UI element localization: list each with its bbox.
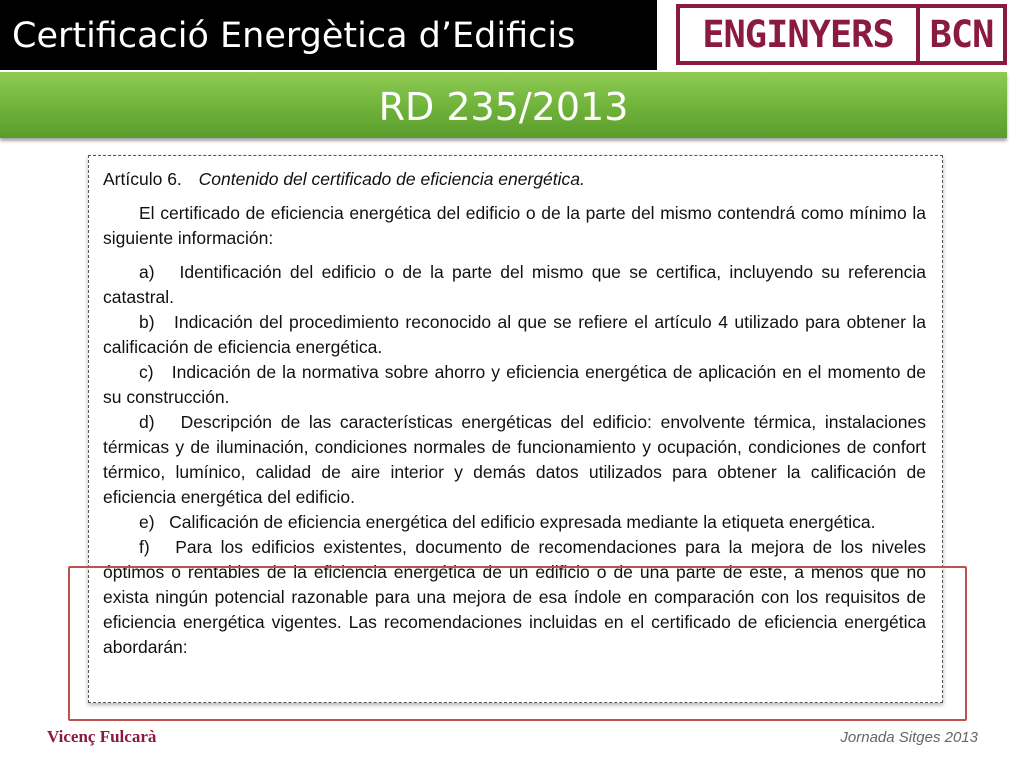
article-title: Contenido del certificado de eficiencia energética. — [198, 169, 585, 189]
list-item — [103, 260, 926, 310]
list-item — [103, 360, 926, 410]
article-label: Artículo 6. — [103, 169, 182, 189]
logo-text-enginyers: ENGINYERS — [702, 13, 894, 56]
slide-subtitle: RD 235/2013 — [0, 72, 1007, 138]
logo-text-bcn: BCN — [929, 13, 994, 56]
highlight-box — [68, 566, 967, 721]
article-heading — [103, 167, 926, 192]
item-text: Indicación de la normativa sobre ahorro y eficiencia energética de aplicación en el momento de su construcción. — [103, 362, 926, 407]
enginyers-bcn-logo — [676, 4, 1007, 65]
item-text: Indicación del procedimiento reconocido al que se refiere el artículo 4 utilizado para obtener la calificación de eficiencia energética. — [103, 312, 927, 357]
item-letter: e) — [139, 512, 155, 532]
item-letter: c) — [139, 362, 154, 382]
event-label: Jornada Sitges 2013 — [840, 729, 978, 746]
author-name: Vicenç Fulcarà — [47, 727, 157, 746]
item-text: Identificación del edificio o de la parte del mismo que se certifica, incluyendo su referencia catastral. — [103, 262, 927, 307]
article-intro: El certificado de eficiencia energética del edificio o de la parte del mismo contendrá como mínimo la siguiente información: — [103, 203, 926, 248]
item-letter: a) — [139, 262, 155, 282]
item-text: Descripción de las características energéticas del edificio: envolvente térmica, instalaciones térmicas y de iluminación, condiciones normales de funcionamiento y ocupación, condiciones de confort térmico, lumínico, calidad de aire interior y demás datos utilizados para obtener la calificación de eficiencia energética del edificio. — [103, 412, 926, 507]
slide-title: Certificació Energètica d’Edificis — [0, 0, 657, 70]
list-item — [103, 410, 926, 510]
item-letter: f) — [139, 537, 150, 557]
list-item — [103, 310, 926, 360]
item-text: Calificación de eficiencia energética del edificio expresada mediante la etiqueta energética. — [169, 512, 876, 532]
item-letter: b) — [139, 312, 155, 332]
item-text: Para los edificios existentes, documento de recomendaciones para la mejora de los niveles óptimos o rentables de la eficiencia energética de un edificio o de una parte de este, a menos que no exista ningún potencial razonable para una mejora de esa índole en comparación con los requisitos de eficiencia energética vigentes. Las recomendaciones incluidas en el certificado de eficiencia energética abordarán: — [103, 537, 926, 657]
item-letter: d) — [139, 412, 155, 432]
list-item — [103, 510, 926, 535]
